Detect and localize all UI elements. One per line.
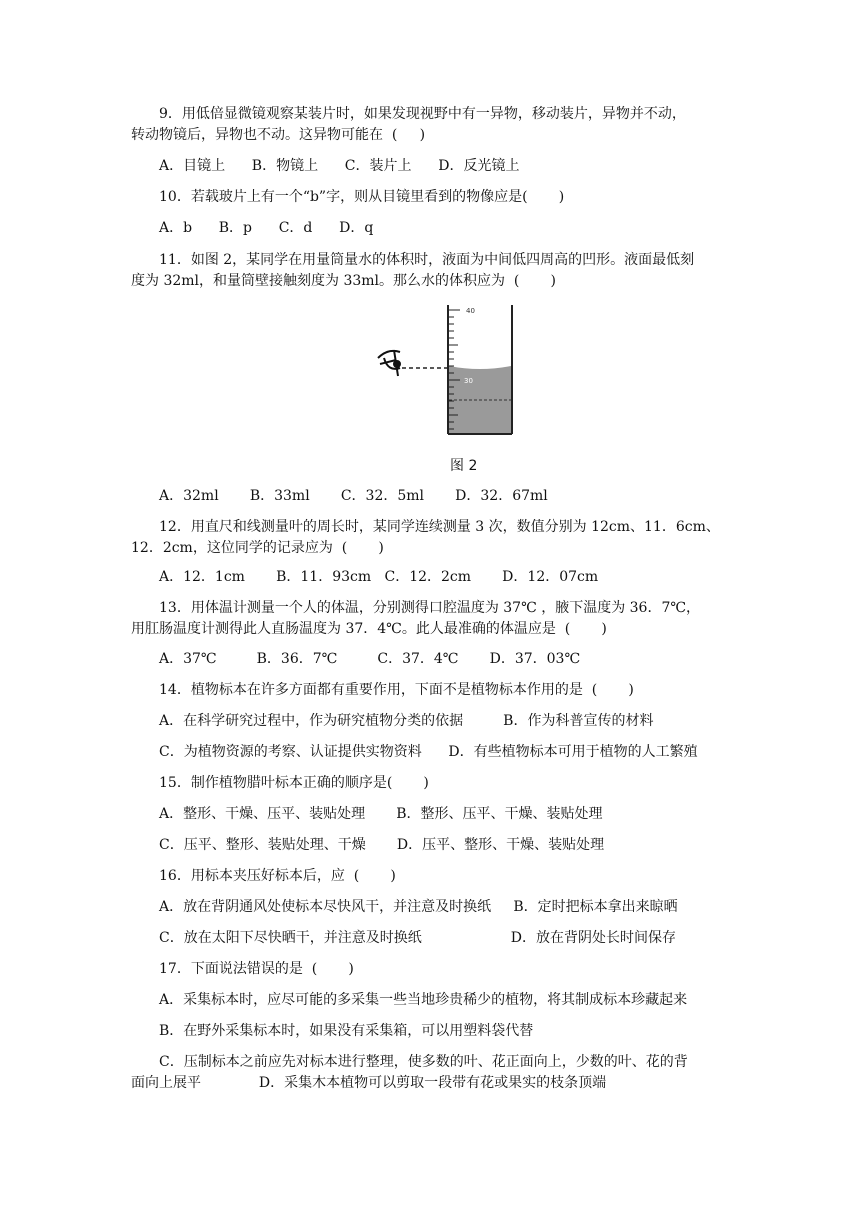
- text-line-q13b: 用肛肠温度计测得此人直肠温度为 37．4℃。此人最准确的体温应是 ( ): [131, 621, 607, 637]
- text-line-q15: 15．制作植物腊叶标本正确的顺序是( ): [159, 775, 429, 791]
- text-line-q12b: 12．2cm，这位同学的记录应为 ( ): [131, 540, 384, 556]
- text-line-q13o: A．37℃ B．36．7℃ C．37．4℃ D．37．03℃: [159, 651, 581, 667]
- tick-label-30: 30: [464, 377, 473, 385]
- text-line-q12a: 12．用直尺和线测量叶的周长时，某同学连续测量 3 次，数值分别为 12cm、11．6cm、: [159, 519, 720, 535]
- text-line-q17o4: 面向上展平 D．采集木本植物可以剪取一段带有花或果实的枝条顶端: [131, 1075, 607, 1091]
- text-line-q9b: 转动物镜后，异物也不动。这异物可能在 ( ): [131, 127, 426, 143]
- text-line-q11a: 11．如图 2，某同学在用量筒量水的体积时，液面为中间低四周高的凹形。液面最低刻: [159, 252, 695, 268]
- text-line-q14: 14．植物标本在许多方面都有重要作用，下面不是植物标本作用的是 ( ): [159, 682, 634, 698]
- eye-icon: [378, 350, 400, 376]
- text-line-q13a: 13．用体温计测量一个人的体温，分别测得口腔温度为 37℃ ，腋下温度为 36．7℃，: [159, 600, 701, 616]
- text-line-q17: 17．下面说法错误的是 ( ): [159, 961, 354, 977]
- text-line-q15o1: A．整形、干燥、压平、装贴处理 B．整形、压平、干燥、装贴处理: [159, 806, 603, 822]
- text-line-q12o: A．12．1cm B．11．93cm C．12．2cm D．12．07cm: [159, 569, 599, 585]
- tick-label-40: 40: [466, 307, 475, 315]
- text-line-q16o1: A．放在背阴通风处使标本尽快风干，并注意及时换纸 B．定时把标本拿出来晾晒: [159, 899, 678, 915]
- text-line-q11b: 度为 32ml，和量筒壁接触刻度为 33ml。那么水的体积应为 ( ): [131, 273, 557, 289]
- figure-caption: 图 2: [450, 458, 478, 474]
- text-line-q11o: A．32ml B．33ml C．32．5ml D．32．67ml: [159, 488, 548, 504]
- cylinder-diagram: [370, 300, 520, 480]
- text-line-q9a: 9．用低倍显微镜观察某装片时，如果发现视野中有一异物，移动装片，异物并不动，: [159, 106, 686, 122]
- text-line-q17o2: B．在野外采集标本时，如果没有采集箱，可以用塑料袋代替: [159, 1023, 534, 1039]
- text-line-q10: 10．若载玻片上有一个“b”字，则从目镜里看到的物像应是( ): [159, 189, 565, 205]
- text-line-q16o2: C．放在太阳下尽快晒干，并注意及时换纸 D．放在背阴处长时间保存: [159, 930, 676, 946]
- text-line-q14o2: C．为植物资源的考察、认证提供实物资料 D．有些植物标本可用于植物的人工繁殖: [159, 744, 698, 760]
- text-line-q16: 16．用标本夹压好标本后，应 ( ): [159, 868, 396, 884]
- text-line-q14o1: A．在科学研究过程中，作为研究植物分类的依据 B．作为科普宣传的材料: [159, 713, 654, 729]
- graduated-cylinder-figure: [370, 300, 520, 480]
- text-line-q15o2: C．压平、整形、装贴处理、干燥 D．压平、整形、干燥、装贴处理: [159, 837, 605, 853]
- text-line-q17o1: A．采集标本时，应尽可能的多采集一些当地珍贵稀少的植物，将其制成标本珍藏起来: [159, 992, 688, 1008]
- text-line-q10o: A．b B．p C．d D．q: [159, 220, 374, 236]
- text-line-q9o: A．目镜上 B．物镜上 C．装片上 D．反光镜上: [159, 158, 520, 174]
- text-line-q17o3: C．压制标本之前应先对标本进行整理，使多数的叶、花正面向上，少数的叶、花的背: [159, 1054, 688, 1070]
